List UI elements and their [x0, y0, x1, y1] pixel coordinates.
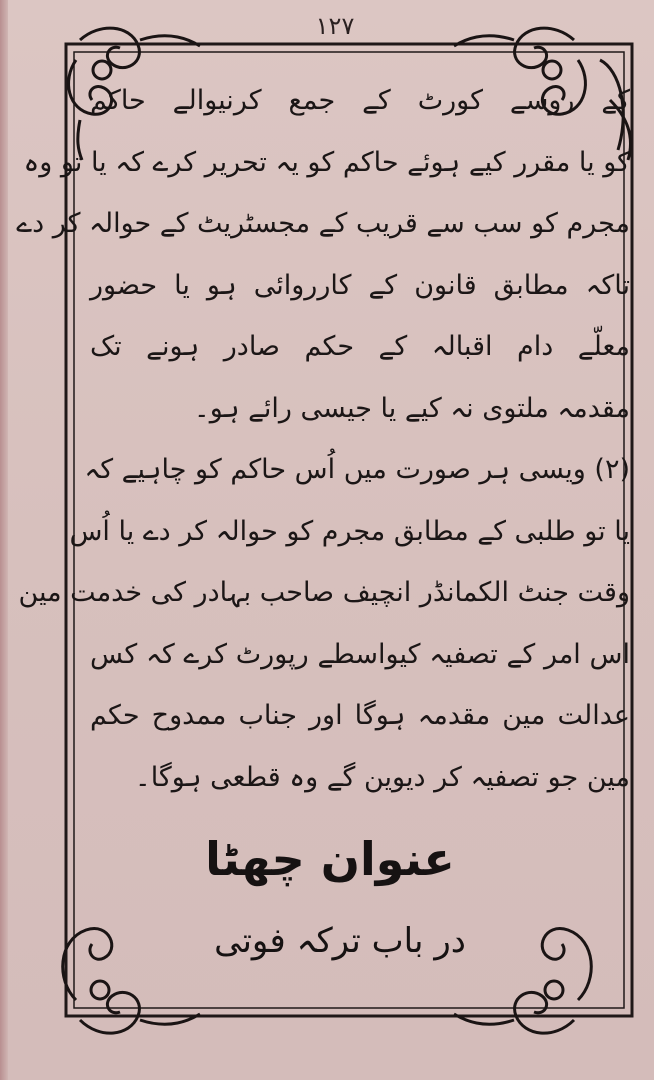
text-line: مجرم کو سب سے قریب کے مجسٹریٹ کے حوالہ کر دے — [16, 208, 630, 239]
text-line: کے روسے کورٹ کے جمع کرنیوالے حاکم — [90, 85, 630, 116]
text-line: معلّے دام اقبالہ کے حکم صادر ہونے تک — [90, 331, 630, 362]
text-line: کو یا مقرر کیے ہوئے حاکم کو یہ تحریر کرے کہ یا تو وہ — [23, 146, 630, 178]
text-line: (۲) ویسی ہر صورت میں اُس حاکم کو چاہیے کہ — [84, 454, 630, 485]
text-line: اس امر کے تصفیہ کیواسطے رپورٹ کرے کہ کس — [90, 638, 630, 670]
text-line: یا تو طلبی کے مطابق مجرم کو حوالہ کر دے یا اُس — [69, 515, 630, 547]
text-line: تاکہ مطابق قانون کے کارروائی ہو یا حضور — [90, 269, 630, 301]
section-subheading: در باب ترکہ فوتی — [214, 921, 466, 961]
text-line: وقت جنٹ الکمانڈر انچیف صاحب بہادر کی خدمت مین — [18, 577, 630, 608]
text-line: مین جو تصفیہ کر دیوین گے وہ قطعی ہوگا۔ — [134, 761, 630, 793]
section-heading: عنوان چھٹا — [205, 832, 455, 886]
page-body-text — [16, 70, 630, 830]
page-number: ۱۲۷ — [315, 12, 355, 40]
text-line: مقدمہ ملتوی نہ کیے یا جیسی رائے ہو۔ — [193, 392, 630, 424]
text-line: عدالت مین مقدمہ ہوگا اور جناب ممدوح حکم — [90, 700, 630, 731]
